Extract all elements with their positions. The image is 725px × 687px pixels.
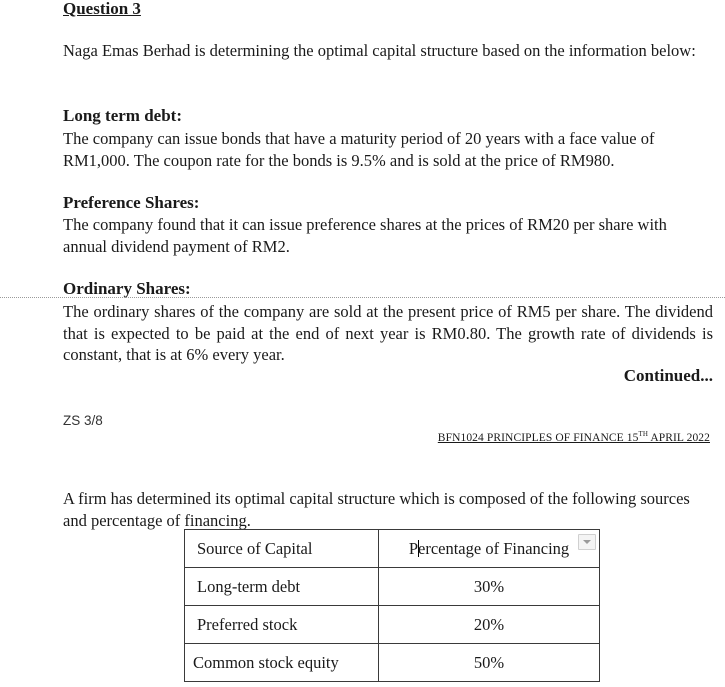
- header-source: Source of Capital: [185, 530, 379, 568]
- table-row: [185, 568, 600, 606]
- table-row: [185, 606, 600, 644]
- intro-paragraph: Naga Emas Berhad is determining the optimal capital structure based on the information below:: [63, 41, 696, 60]
- chevron-down-icon[interactable]: [578, 534, 596, 550]
- page-code: ZS 3/8: [63, 413, 103, 428]
- date-superscript: TH: [638, 430, 648, 439]
- long-term-debt-text: The company can issue bonds that have a maturity period of 20 years with a face value of RM1,000. The coupon rate for the bonds is 9.5% and is sold at the price of RM980.: [63, 129, 655, 170]
- course-title: BFN1024 PRINCIPLES OF FINANCE 15: [437, 432, 639, 444]
- date-tail: APRIL 2022: [647, 432, 710, 444]
- long-term-debt-heading: Long term debt:: [63, 106, 182, 125]
- page-header-course: [438, 432, 710, 444]
- selection-boundary-dotted-line: [0, 297, 725, 298]
- header-percentage[interactable]: [379, 530, 600, 568]
- row-source: Long-term debt: [185, 568, 379, 606]
- row-percentage: 30%: [379, 568, 600, 606]
- table-row: [185, 644, 600, 682]
- row-percentage: 50%: [379, 644, 600, 682]
- row-source: Common stock equity: [185, 644, 379, 682]
- table-header-row: [185, 530, 600, 568]
- capital-structure-intro: A firm has determined its optimal capital structure which is composed of the following sources and percentage of financing.: [63, 489, 690, 530]
- question-title: Question 3: [63, 0, 141, 18]
- ordinary-shares-text: The ordinary shares of the company are sold at the present price of RM5 per share. The dividend that is expected to be paid at the end of next year is RM0.80. The growth rate of dividends is constant, that is at 6% every year.: [63, 302, 713, 364]
- row-source: Preferred stock: [185, 606, 379, 644]
- capital-structure-table: [184, 529, 600, 682]
- header-percentage-first-letter: P: [408, 538, 418, 558]
- ordinary-shares-heading: Ordinary Shares:: [63, 279, 191, 298]
- row-percentage: 20%: [379, 606, 600, 644]
- continued-label: Continued...: [623, 366, 713, 385]
- header-percentage-rest: ercentage of Financing: [418, 538, 570, 558]
- preference-shares-heading: Preference Shares:: [63, 193, 200, 212]
- preference-shares-text: The company found that it can issue preference shares at the prices of RM20 per share with annual dividend payment of RM2.: [63, 215, 667, 256]
